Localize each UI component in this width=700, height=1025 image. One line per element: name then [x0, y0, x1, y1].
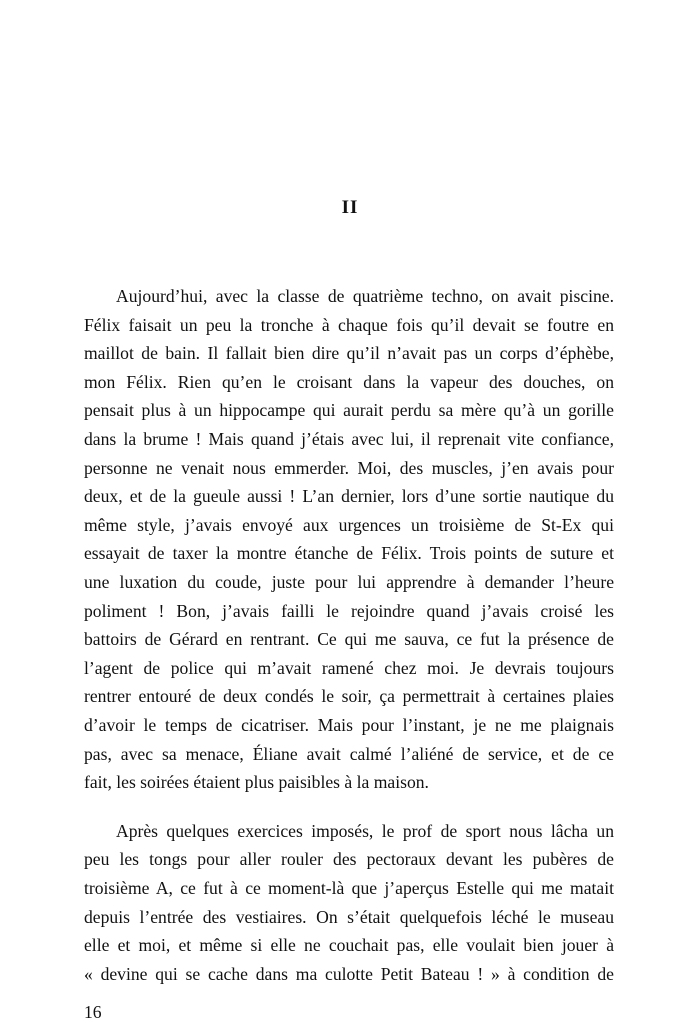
text-line: depuis l’entrée des vestiaires. On s’était quelquefois léché le museau: [84, 907, 614, 927]
text-line: essayait de taxer la montre étanche de Félix. Trois points de suture et: [84, 543, 614, 563]
text-line: rentrer entouré de deux condés le soir, ça permettrait à certaines plaies: [84, 686, 614, 706]
text-line: troisième A, ce fut à ce moment-là que j’aperçus Estelle qui me matait: [84, 878, 614, 898]
text-line: dans la brume ! Mais quand j’étais avec lui, il reprenait vite confiance,: [84, 429, 614, 449]
text-line: d’avoir le temps de cicatriser. Mais pour l’instant, je ne me plaignais: [84, 715, 614, 735]
text-line: une luxation du coude, juste pour lui apprendre à demander l’heure: [84, 572, 614, 592]
text-line: même style, j’avais envoyé aux urgences un troisième de St-Ex qui: [84, 515, 614, 535]
text-line: poliment ! Bon, j’avais failli le rejoindre quand j’avais croisé les: [84, 601, 614, 621]
text-line: elle et moi, et même si elle ne couchait pas, elle voulait bien jouer à: [84, 935, 614, 955]
text-line: pensait plus à un hippocampe qui aurait perdu sa mère qu’à un gorille: [84, 400, 614, 420]
chapter-heading: II: [341, 197, 359, 218]
text-line: fait, les soirées étaient plus paisibles à la maison.: [84, 772, 429, 792]
page-number: 16: [84, 1002, 102, 1022]
text-line: « devine qui se cache dans ma culotte Petit Bateau ! » à condition de: [84, 964, 614, 984]
text-line: battoirs de Gérard en rentrant. Ce qui me sauva, ce fut la présence de: [84, 629, 614, 649]
text-line: pas, avec sa menace, Éliane avait calmé l’aliéné de service, et de ce: [84, 744, 614, 764]
text-line: Aujourd’hui, avec la classe de quatrième techno, on avait piscine.: [116, 286, 614, 306]
text-line: personne ne venait nous emmerder. Moi, des muscles, j’en avais pour: [84, 458, 614, 478]
text-line: Après quelques exercices imposés, le prof de sport nous lâcha un: [116, 821, 614, 841]
text-line: l’agent de police qui m’avait ramené chez moi. Je devrais toujours: [84, 658, 614, 678]
text-line: deux, et de la gueule aussi ! L’an dernier, lors d’une sortie nautique du: [84, 486, 614, 506]
text-line: peu les tongs pour aller rouler des pectoraux devant les pubères de: [84, 849, 614, 869]
text-line: mon Félix. Rien qu’en le croisant dans la vapeur des douches, on: [84, 372, 614, 392]
text-line: Félix faisait un peu la tronche à chaque fois qu’il devait se foutre en: [84, 315, 614, 335]
text-line: maillot de bain. Il fallait bien dire qu’il n’avait pas un corps d’éphèbe,: [84, 343, 614, 363]
